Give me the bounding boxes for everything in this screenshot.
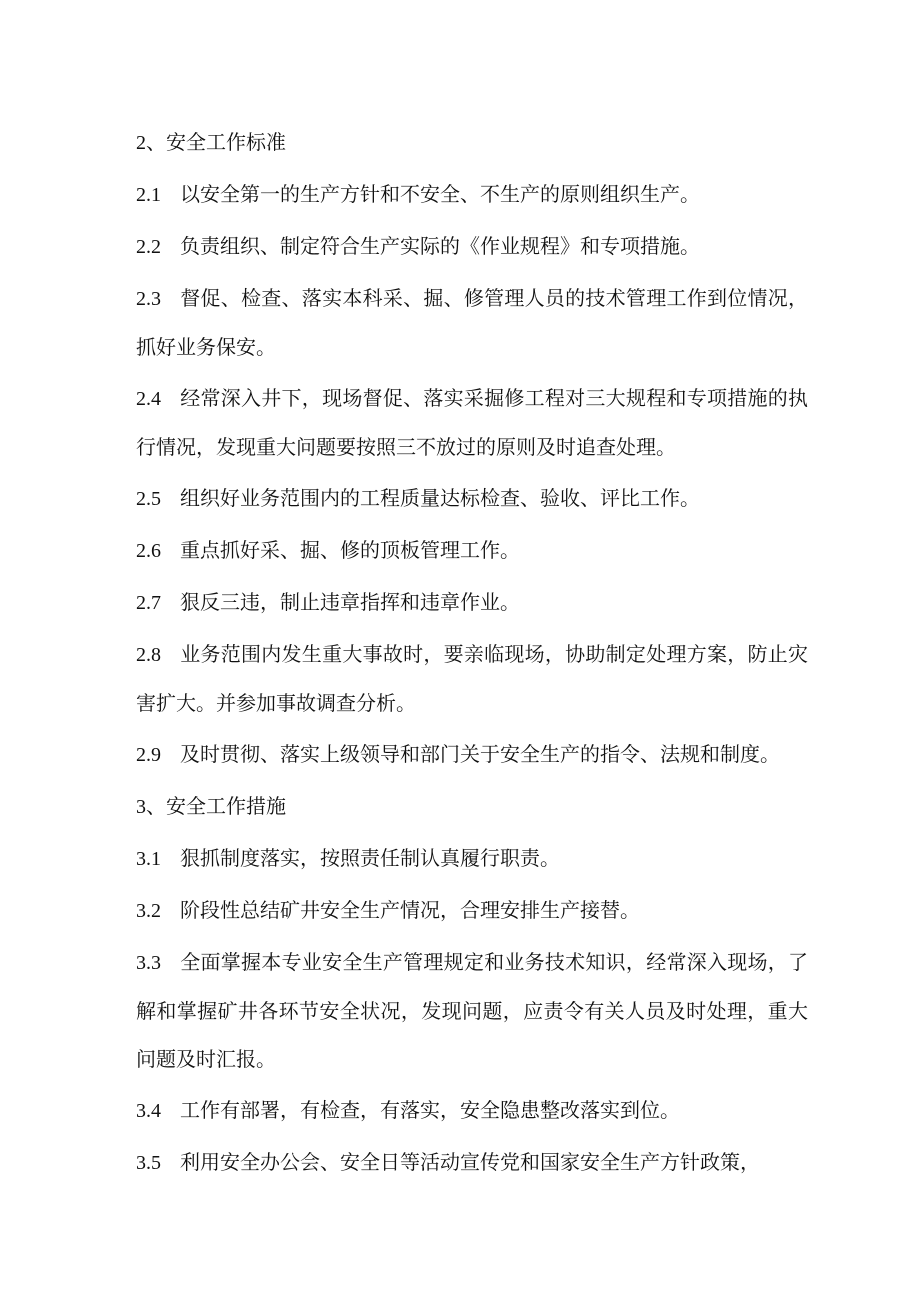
item-text: 狠反三违，制止违章指挥和违章作业。 xyxy=(180,590,520,614)
list-item xyxy=(136,222,808,271)
item-text: 及时贯彻、落实上级领导和部门关于安全生产的指令、法规和制度。 xyxy=(180,742,780,766)
item-number: 2.1 xyxy=(136,184,161,206)
list-item xyxy=(136,938,808,1083)
item-number: 3.1 xyxy=(136,848,161,870)
document-body xyxy=(136,118,808,1190)
list-item xyxy=(136,834,808,883)
item-text: 全面掌握本专业安全生产管理规定和业务技术知识，经常深入现场，了解和掌握矿井各环节安全状况，发现问题，应责令有关人员及时处理，重大问题及时汇报。 xyxy=(136,950,808,1071)
section-heading-text: 、安全工作标准 xyxy=(146,130,286,154)
item-number: 2.5 xyxy=(136,488,161,510)
item-number: 2.6 xyxy=(136,540,161,562)
list-item xyxy=(136,1138,808,1187)
list-item xyxy=(136,526,808,575)
list-item xyxy=(136,886,808,935)
list-item xyxy=(136,730,808,779)
item-number: 3.5 xyxy=(136,1152,161,1174)
list-item xyxy=(136,474,808,523)
item-number: 3.2 xyxy=(136,900,161,922)
list-item xyxy=(136,630,808,727)
section-heading xyxy=(136,118,808,167)
list-item xyxy=(136,1086,808,1135)
item-number: 2.8 xyxy=(136,644,161,666)
item-number: 2.3 xyxy=(136,288,161,310)
list-item xyxy=(136,170,808,219)
item-text: 以安全第一的生产方针和不安全、不生产的原则组织生产。 xyxy=(180,182,700,206)
item-text: 重点抓好采、掘、修的顶板管理工作。 xyxy=(180,538,520,562)
section-heading-number: 2 xyxy=(136,132,146,154)
item-text: 督促、检查、落实本科采、掘、修管理人员的技术管理工作到位情况，抓好业务保安。 xyxy=(136,286,808,359)
item-number: 2.9 xyxy=(136,744,161,766)
item-text: 狠抓制度落实，按照责任制认真履行职责。 xyxy=(180,846,560,870)
list-item xyxy=(136,374,808,471)
section-heading xyxy=(136,782,808,831)
item-number: 3.4 xyxy=(136,1100,161,1122)
item-text: 业务范围内发生重大事故时，要亲临现场，协助制定处理方案，防止灾害扩大。并参加事故调查分析。 xyxy=(136,642,808,715)
section-heading-text: 、安全工作措施 xyxy=(146,794,286,818)
item-text: 阶段性总结矿井安全生产情况，合理安排生产接替。 xyxy=(180,898,640,922)
item-number: 2.2 xyxy=(136,236,161,258)
item-text: 利用安全办公会、安全日等活动宣传党和国家安全生产方针政策， xyxy=(180,1150,760,1174)
item-text: 工作有部署，有检查，有落实，安全隐患整改落实到位。 xyxy=(180,1098,680,1122)
section-heading-number: 3 xyxy=(136,796,146,818)
item-text: 经常深入井下，现场督促、落实采掘修工程对三大规程和专项措施的执行情况，发现重大问题要按照三不放过的原则及时追查处理。 xyxy=(136,386,808,459)
list-item xyxy=(136,578,808,627)
item-number: 3.3 xyxy=(136,952,161,974)
item-text: 组织好业务范围内的工程质量达标检查、验收、评比工作。 xyxy=(180,486,700,510)
item-number: 2.7 xyxy=(136,592,161,614)
item-text: 负责组织、制定符合生产实际的《作业规程》和专项措施。 xyxy=(180,234,700,258)
list-item xyxy=(136,274,808,371)
item-number: 2.4 xyxy=(136,388,161,410)
